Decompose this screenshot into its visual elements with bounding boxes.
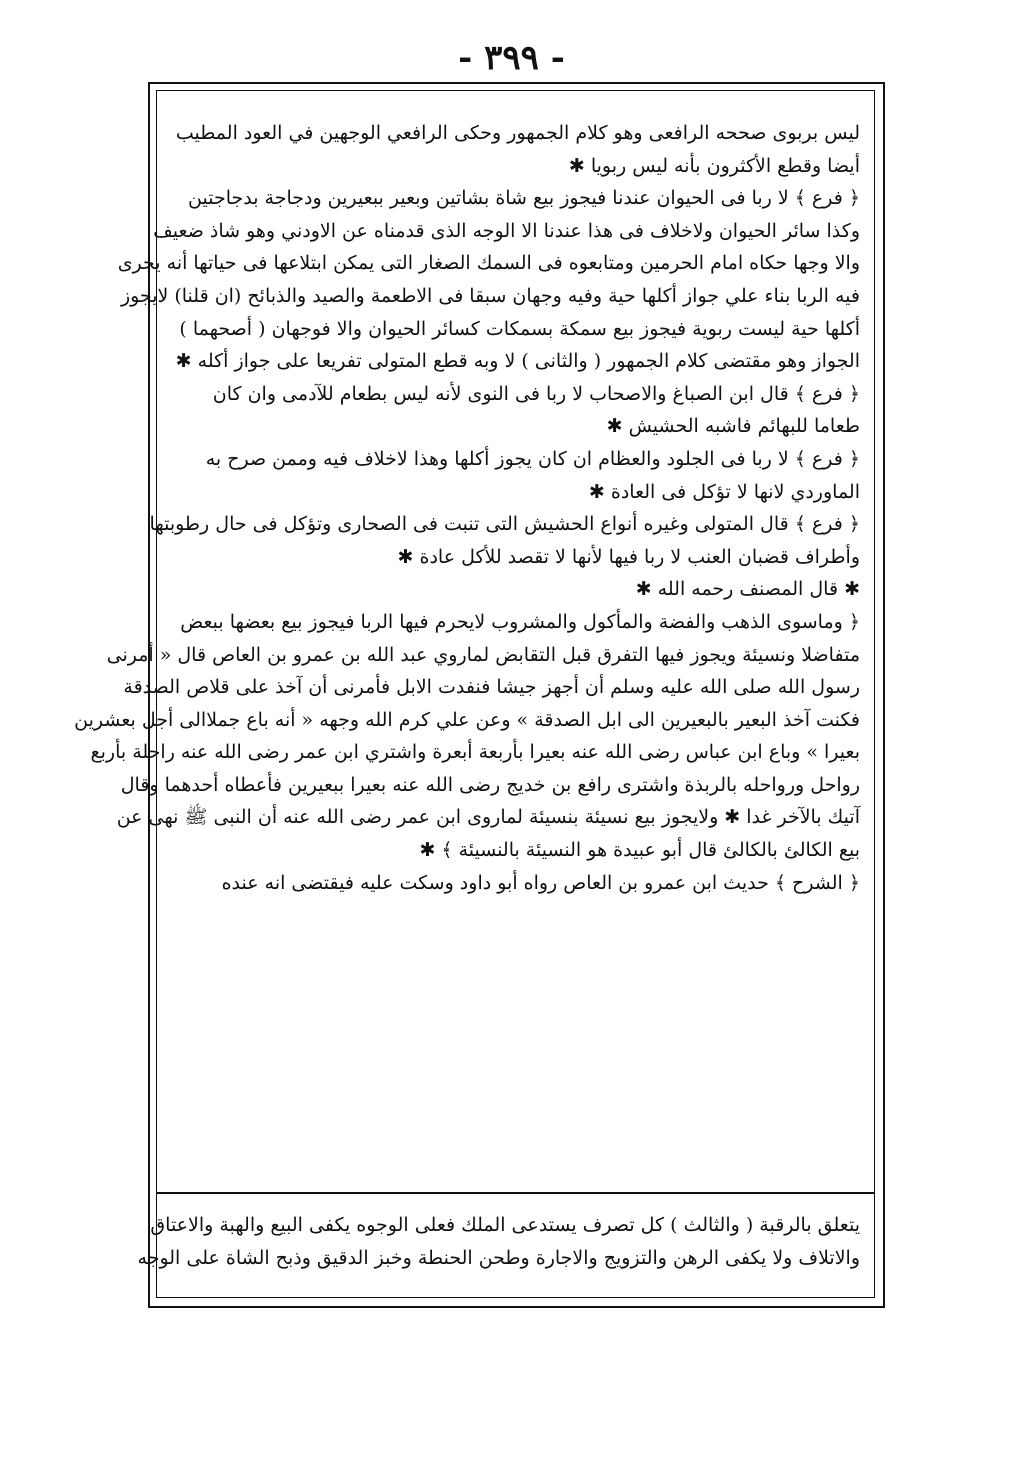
main-line: ﴿ فرع ﴾ لا ربا فى الجلود والعظام ان كان يجوز أكلها وهذا لاخلاف فيه وممن صرح به	[205, 447, 860, 470]
main-line: ﴿ وماسوى الذهب والفضة والمأكول والمشروب لايحرم فيها الربا فيجوز بيع بعضها ببعض	[180, 610, 860, 633]
footnote-line: والاتلاف ولا يكفى الرهن والتزويج والاجارة وطحن الحنطة وخبز الدقيق وذبح الشاة على الوجه	[137, 1246, 860, 1269]
main-line: فيه الربا بناء علي جواز أكلها حية وفيه وجهان سبقا فى الاطعمة والصيد والذبائح (ان قلنا) لايجوز	[120, 284, 860, 307]
footnote-line: يتعلق بالرقبة ( والثالث ) كل تصرف يستدعى الملك فعلى الوجوه يكفى البيع والهبة والاعتاق	[150, 1214, 860, 1236]
footnote-text	[137, 1209, 860, 1274]
page-number: - ٣٩٩ -	[458, 38, 565, 78]
main-text	[74, 117, 860, 899]
main-line: رواحل ورواحله بالربذة واشترى رافع بن خديج رضى الله عنه بعيرا ببعيرين فأعطاه أحدهما وقال	[120, 773, 860, 796]
main-line: ﴿ فرع ﴾ لا ربا فى الحيوان عندنا فيجوز بيع شاة بشاتين وبعير ببعيرين ودجاجة بدجاجتين	[188, 187, 860, 210]
main-line: وكذا سائر الحيوان ولاخلاف فى هذا عندنا الا الوجه الذى قدمناه عن الاودني وهو شاذ ضعيف	[153, 219, 860, 242]
main-line: متفاضلا ونسيئة ويجوز فيها التفرق قبل التقابض لماروي عبد الله بن عمرو بن العاص قال « أمرنى	[106, 643, 860, 666]
main-line: ✱ قال المصنف رحمه الله ✱	[635, 578, 860, 601]
main-line: طعاما للبهائم فاشبه الحشيش ✱	[606, 415, 860, 438]
main-line: الماوردي لانها لا تؤكل فى العادة ✱	[588, 480, 860, 503]
main-line: فكنت آخذ البعير بالبعيرين الى ابل الصدقة » وعن علي كرم الله وجهه « أنه باع جملاالى أجل بعشرين	[74, 708, 860, 731]
footnote-separator	[156, 1192, 875, 1194]
main-line: بعيرا » وباع ابن عباس رضى الله عنه بعيرا بأربعة أبعرة واشتري ابن عمر رضى الله عنه راحلة بأربع	[90, 741, 860, 764]
main-line: بيع الكالئ بالكالئ قال أبو عبيدة هو النسيئة بالنسيئة ﴾ ✱	[419, 839, 860, 862]
main-line: ﴿ فرع ﴾ قال ابن الصباغ والاصحاب لا ربا فى النوى لأنه ليس بطعام للآدمى وان كان	[212, 382, 860, 405]
main-line: أيضا وقطع الأكثرون بأنه ليس ربويا ✱	[568, 154, 860, 177]
main-line: الجواز وهو مقتضى كلام الجمهور ( والثانى ) لا وبه قطع المتولى تفريعا على جواز أكله ✱	[175, 350, 860, 373]
main-line: أكلها حية ليست ربوية فيجوز بيع سمكة بسمكات كسائر الحيوان والا فوجهان ( أصحهما )	[179, 317, 860, 340]
main-line: آتيك بالآخر غدا ✱ ولايجوز بيع نسيئة بنسيئة لماروى ابن عمر رضى الله عنه أن النبى ﷺ نهى عن	[116, 806, 860, 829]
main-line: رسول الله صلى الله عليه وسلم أن أجهز جيشا فنفدت الابل فأمرنى أن آخذ على قلاص الصدقة	[123, 676, 860, 699]
main-line: ليس بربوى صححه الرافعى وهو كلام الجمهور وحكى الرافعي الوجهين في العود المطيب	[175, 122, 860, 144]
main-line: ﴿ فرع ﴾ قال المتولى وغيره أنواع الحشيش التى تنبت فى الصحارى وتؤكل فى حال رطوبتها	[149, 513, 860, 536]
main-line: وأطراف قضبان العنب لا ربا فيها لأنها لا تقصد للأكل عادة ✱	[397, 545, 860, 568]
main-line: ﴿ الشرح ﴾ حديث ابن عمرو بن العاص رواه أبو داود وسكت عليه فيقتضى انه عنده	[221, 871, 860, 894]
main-line: والا وجها حكاه امام الحرمين ومتابعوه فى السمك الصغار التى يمكن ابتلاعها فى حياتها أنه يجرى	[117, 252, 860, 275]
